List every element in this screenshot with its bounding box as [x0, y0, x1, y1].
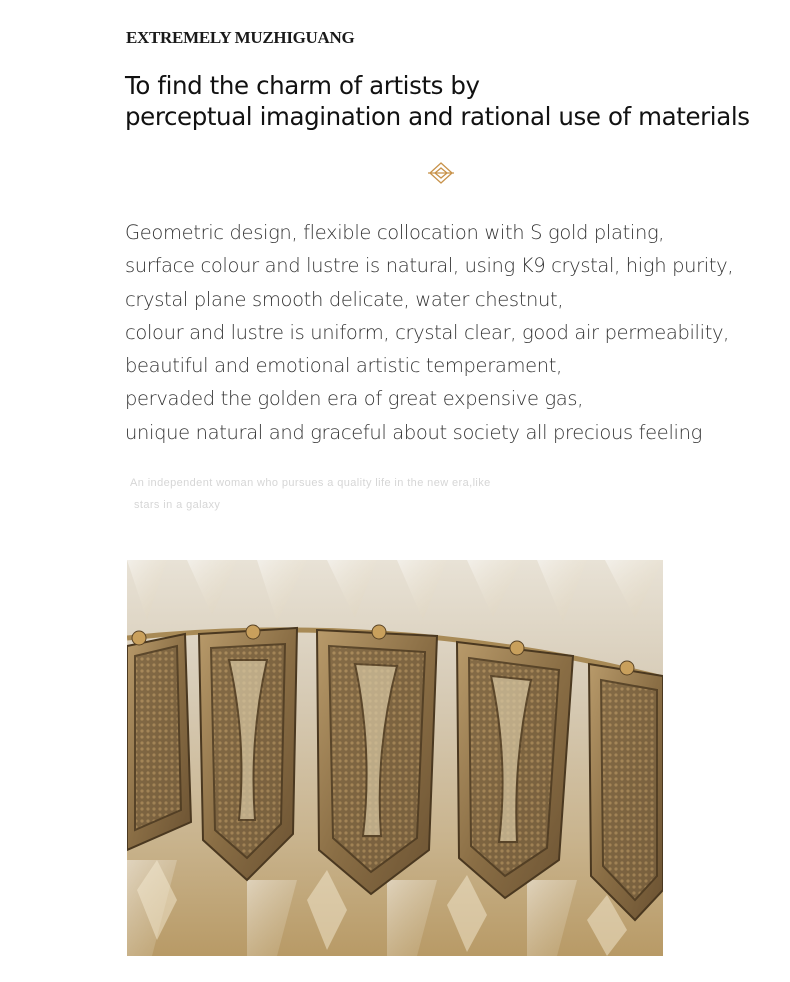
- faint-caption-line-2: stars in a galaxy: [134, 499, 221, 511]
- chandelier-crystal-photo: [127, 560, 663, 956]
- brand-title: EXTREMELY MUZHIGUANG: [126, 28, 355, 47]
- gold-diamond-ornament-icon: [426, 160, 456, 186]
- description-line-7: unique natural and graceful about society all precious feeling: [125, 420, 702, 444]
- faint-caption-line-1: An independent woman who pursues a quality life in the new era,like: [130, 477, 491, 489]
- headline-line-1: To find the charm of artists by: [125, 71, 480, 100]
- headline: [125, 70, 750, 132]
- chandelier-illustration: [127, 560, 663, 956]
- description: [125, 216, 733, 449]
- description-line-4: colour and lustre is uniform, crystal clear, good air permeability,: [125, 320, 730, 344]
- faint-caption: [130, 472, 491, 516]
- description-line-3: crystal plane smooth delicate, water chestnut,: [125, 287, 564, 311]
- description-line-1: Geometric design, flexible collocation with S gold plating,: [125, 221, 665, 244]
- description-line-5: beautiful and emotional artistic temperament,: [125, 354, 562, 378]
- headline-line-2: perceptual imagination and rational use of materials: [125, 102, 750, 131]
- description-line-2: surface colour and lustre is natural, using K9 crystal, high purity,: [125, 254, 734, 278]
- description-line-6: pervaded the golden era of great expensive gas,: [125, 387, 584, 411]
